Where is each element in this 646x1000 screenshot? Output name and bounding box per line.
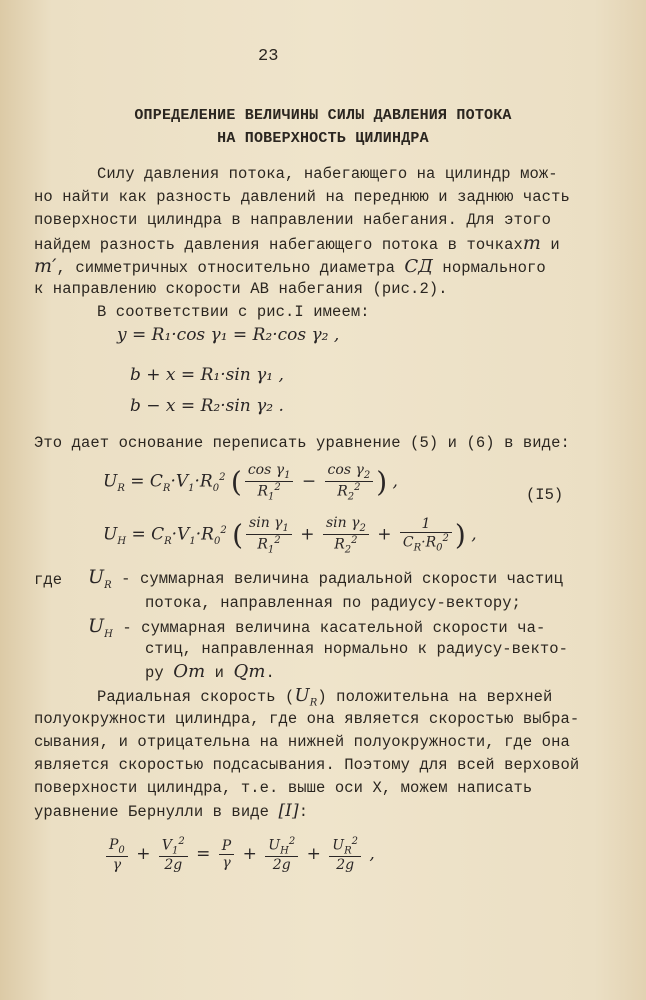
un-definition-line-3: ру Om и Qm.	[145, 661, 275, 682]
reference-1: [I]	[278, 801, 299, 821]
paragraph2-line-6: уравнение Бернулли в виде [I]:	[34, 801, 309, 821]
paragraph1-line-4-text: найдем разность давления набегающего потока в точках	[34, 236, 523, 254]
paragraph1-line-4	[34, 232, 560, 256]
paragraph1-line-6: к направлению скорости АВ набегания (рис.2).	[34, 280, 448, 298]
equation-geometry-2: b + x = R₁·sin γ₁ ,	[130, 365, 284, 385]
paragraph2-line-2: полуокружности цилиндра, где она является скоростью выбра-	[34, 710, 580, 728]
point-m-prime-symbol: m′	[34, 255, 57, 277]
equation-geometry-1: y = R₁·cos γ₁ = R₂·cos γ₂ ,	[117, 325, 340, 345]
equation-un: $U_H = C_R\cdot V_1\cdot R_0^2$ ( $\frac{\sin \gamma_1}{R_1^2}$ + $\frac{\sin \gamma_2}{R_2^2}$ + $\frac{1}{C_R\cdot R_0^2}$ ) ,	[103, 515, 477, 556]
paragraph1-line-3: поверхности цилиндра в направлении набегания. Для этого	[34, 211, 552, 229]
diameter-cd-symbol: CД	[404, 256, 434, 277]
equation-ur: $U_R = C_R\cdot V_1\cdot R_0^2$ ( $\frac{\cos \gamma_1}{R_1^2}$ − $\frac{\cos \gamma_2}{R_2^2}$ ) ,	[103, 462, 398, 503]
om-symbol: Om	[173, 661, 206, 682]
paragraph1-line-1: Силу давления потока, набегающего на цилиндр мож-	[97, 165, 558, 183]
page-number: 23	[258, 47, 279, 66]
paragraph2-line-4: является скоростью подсасывания. Поэтому для всей верховой	[34, 756, 580, 774]
equation-bernoulli: $\frac{P_0}{\gamma}$ + $\frac{V_1^2}{2g}$ = $\frac{P}{\gamma}$ + $\frac{U_H^2}{2g}$ + $\frac{U_R^2}{2g}$ ,	[103, 836, 375, 873]
section-title-line-2: НА ПОВЕРХНОСТЬ ЦИЛИНДРА	[217, 130, 429, 147]
intro-line: В соответствии с рис.I имеем:	[97, 303, 370, 321]
ur-definition-text: - суммарная величина радиальной скорости частиц	[121, 570, 564, 588]
qm-symbol: Qm	[233, 661, 266, 682]
section-title-line-1: ОПРЕДЕЛЕНИЕ ВЕЛИЧИНЫ СИЛЫ ДАВЛЕНИЯ ПОТОКА	[134, 107, 512, 124]
ur-inline-symbol: $U_R$	[294, 685, 318, 709]
paragraph1-line-5-text: , симметричных относительно диаметра	[56, 259, 395, 277]
point-m-symbol: m	[522, 232, 542, 254]
ur-definition-line-2: потока, направленная по радиусу-вектору;	[145, 594, 522, 612]
un-symbol: $U_H$	[88, 615, 113, 640]
paragraph1-line-2: но найти как разность давлений на переднюю и заднюю часть	[34, 188, 570, 206]
un-definition-text: - суммарная величина касательной скорости ча-	[122, 619, 546, 637]
paragraph2-line-3: сывания, и отрицательна на нижней полуокружности, где она	[34, 733, 570, 751]
paragraph2-line-1: Радиальная скорость $(U_R)$ положительна на верхней	[97, 685, 553, 709]
paragraph1-line-5-end: нормального	[433, 259, 546, 277]
rewrite-sentence: Это дает основание переписать уравнение (5) и (6) в виде:	[34, 434, 570, 452]
un-definition-line-2: стиц, направленная нормально к радиусу-векто-	[145, 640, 569, 658]
paragraph2-line-5: поверхности цилиндра, т.е. выше оси Х, можем написать	[34, 779, 533, 797]
where-label: где	[34, 571, 63, 589]
ur-symbol: $U_R$	[88, 566, 112, 591]
equation-number: (I5)	[526, 486, 564, 504]
paragraph1-line-4-end: и	[541, 236, 560, 254]
paragraph1-line-5	[34, 255, 546, 279]
equation-geometry-3: b − x = R₂·sin γ₂ .	[130, 396, 284, 416]
